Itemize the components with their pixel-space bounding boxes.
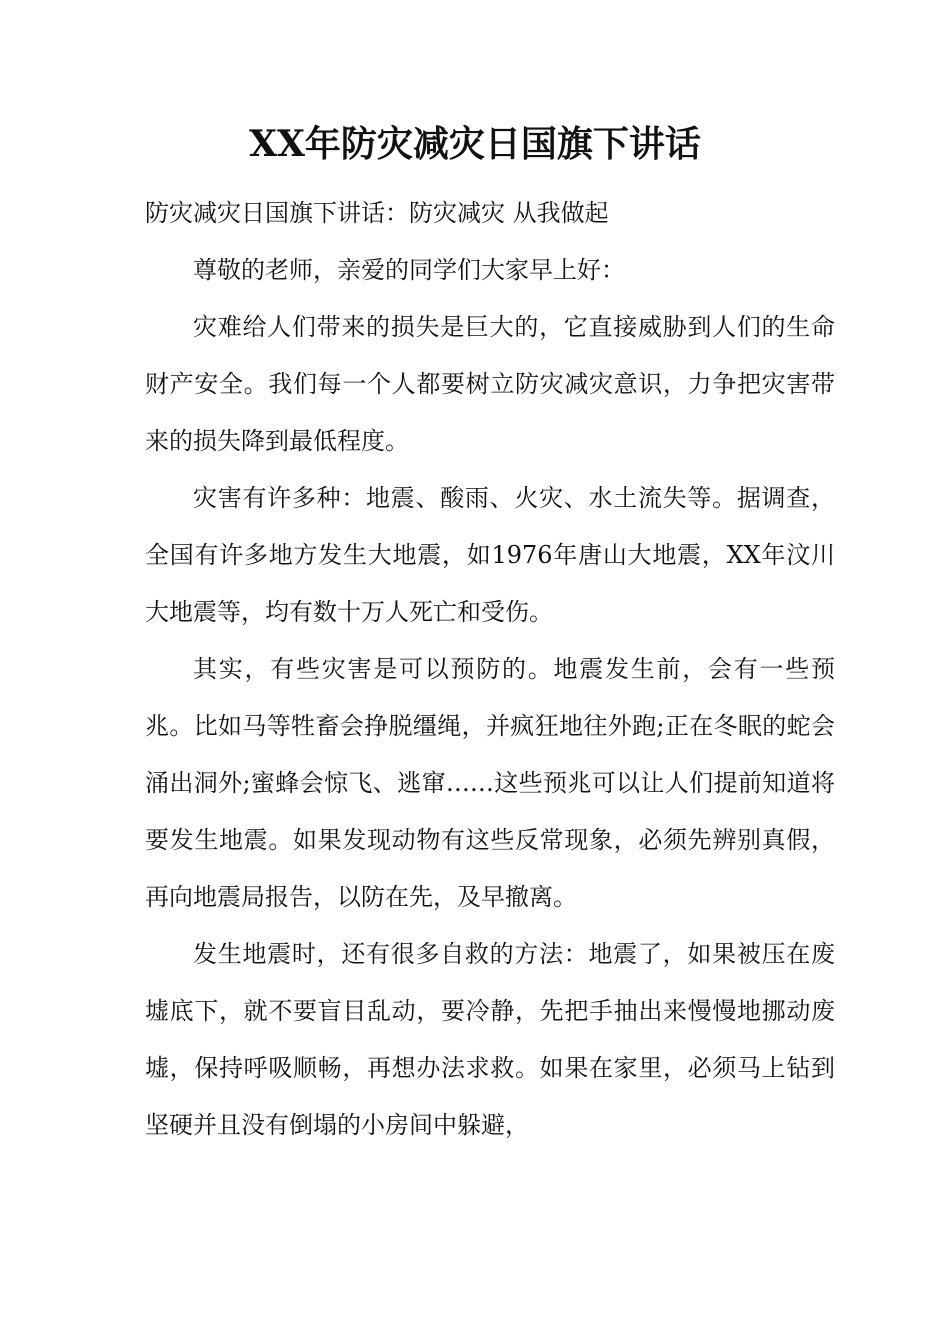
document-title: XX年防灾减灾日国旗下讲话 bbox=[249, 123, 701, 165]
greeting-paragraph: 尊敬的老师，亲爱的同学们大家早上好： bbox=[193, 256, 625, 284]
document-body bbox=[145, 185, 835, 1154]
body-paragraph: 发生地震时，还有很多自救的方法：地震了，如果被压在废墟底下，就不要盲目乱动，要冷静，先把手抽出来慢慢地挪动废墟，保持呼吸顺畅，再想办法求救。如果在家里，必须马上钻到坚硬并且没有倒塌的小房间中躲避， bbox=[145, 940, 835, 1139]
body-paragraph: 灾难给人们带来的损失是巨大的，它直接威胁到人们的生命财产安全。我们每一个人都要树立防灾减灾意识，力争把灾害带来的损失降到最低程度。 bbox=[145, 313, 835, 455]
document-subtitle: 防灾减灾日国旗下讲话：防灾减灾 从我做起 bbox=[145, 199, 609, 227]
body-paragraph: 其实，有些灾害是可以预防的。地震发生前，会有一些预兆。比如马等牲畜会挣脱缰绳，并疯狂地往外跑;正在冬眠的蛇会涌出洞外;蜜蜂会惊飞、逃窜……这些预兆可以让人们提前知道将要发生地震。如果发现动物有这些反常现象，必须先辨别真假，再向地震局报告，以防在先，及早撤离。 bbox=[145, 655, 835, 911]
body-paragraph: 灾害有许多种：地震、酸雨、火灾、水土流失等。据调查，全国有许多地方发生大地震，如1976年唐山大地震，XX年汶川大地震等，均有数十万人死亡和受伤。 bbox=[145, 484, 835, 626]
